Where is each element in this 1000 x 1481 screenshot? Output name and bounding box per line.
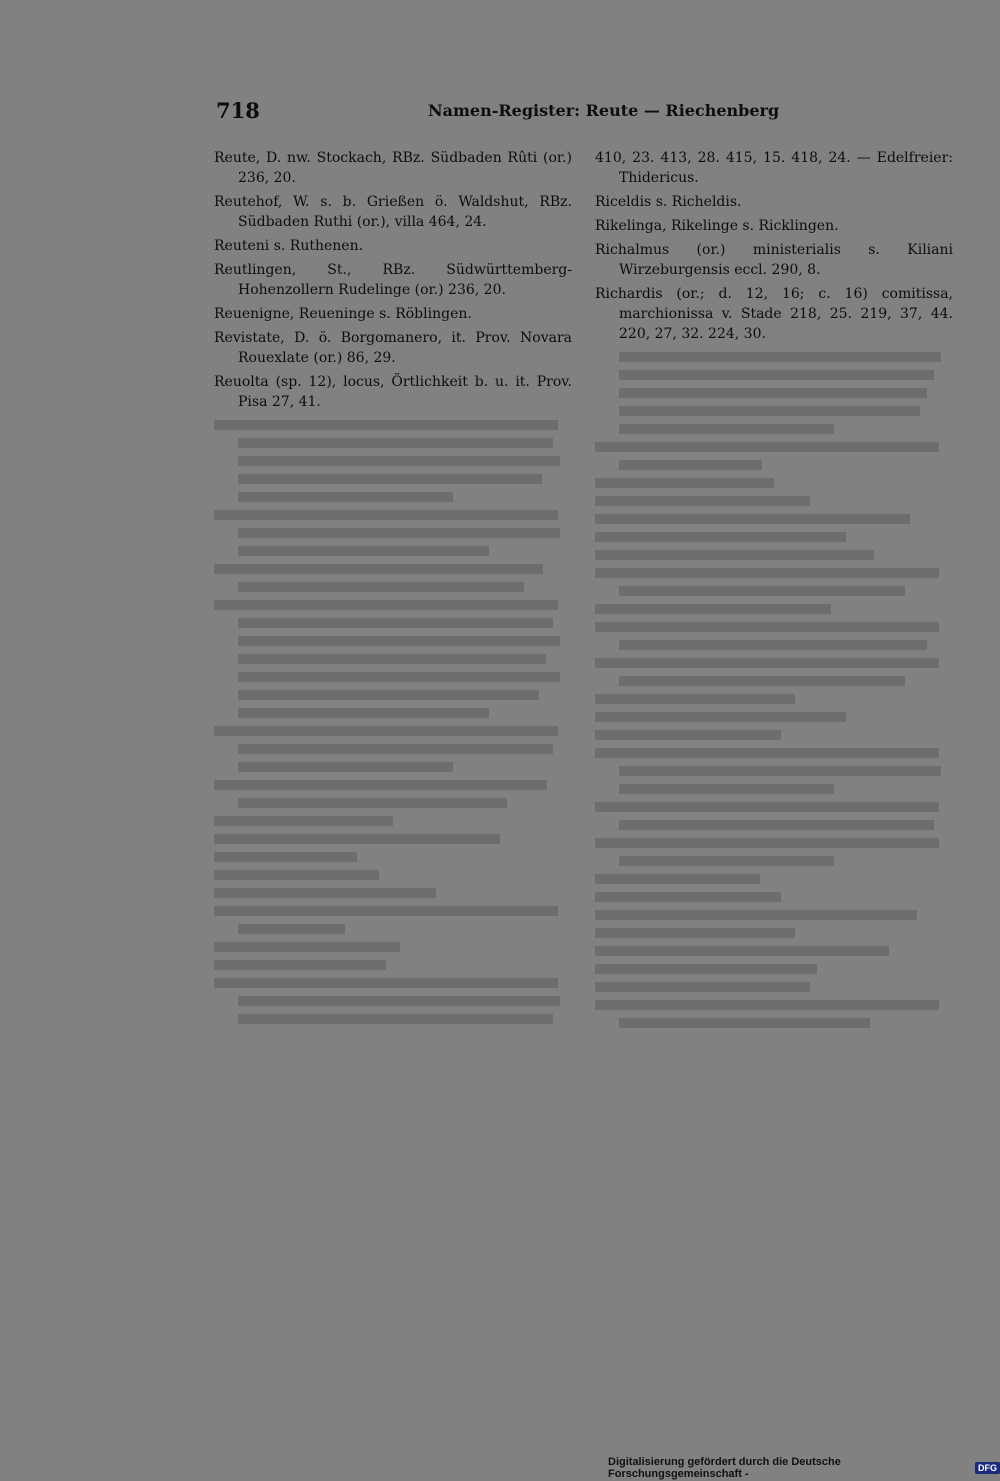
index-entry: Reuenigne, Reueninge s. Röblingen. [214,306,472,322]
index-entry: Rikelinga, Rikelinge s. Ricklingen. [595,218,839,234]
remaining-entries-placeholder [595,352,953,1028]
right-column [595,148,953,1036]
dfg-logo: DFG [975,1462,1000,1474]
index-entry: Reuolta (sp. 12), locus, Örtlichkeit b. u. it. Prov. Pisa 27, 41. [214,374,572,410]
page-number: 718 [216,98,260,123]
left-column [214,148,572,1032]
digitization-footer [608,1456,1000,1480]
index-entry: Reutlingen, St., RBz. Südwürttemberg-Hohenzollern Rudelinge (or.) 236, 20. [214,262,572,298]
running-title: Namen-Register: Reute — Riechenberg [428,101,780,120]
index-entry: Richalmus (or.) ministerialis s. Kiliani Wirzeburgensis eccl. 290, 8. [595,242,953,278]
index-entry: Riceldis s. Richeldis. [595,194,742,210]
remaining-entries-placeholder [214,420,572,1024]
index-entry: Reute, D. nw. Stockach, RBz. Südbaden Rûti (or.) 236, 20. [214,150,572,186]
index-entry: Revistate, D. ö. Borgomanero, it. Prov. Novara Rouexlate (or.) 86, 29. [214,330,572,366]
index-entry: Reuteni s. Ruthenen. [214,238,364,254]
index-entry: 410, 23. 413, 28. 415, 15. 418, 24. — Edelfreier: Thidericus. [595,150,953,186]
index-entry: Reutehof, W. s. b. Grießen ö. Waldshut, RBz. Südbaden Ruthi (or.), villa 464, 24. [214,194,572,230]
page-header [216,98,976,128]
footer-text: Digitalisierung gefördert durch die Deutsche Forschungsgemeinschaft - [608,1456,841,1480]
index-entry: Richardis (or.; d. 12, 16; c. 16) comitissa, marchionissa v. Stade 218, 25. 219, 37, 44. 220, 27, 32. 224, 30. [595,286,953,342]
